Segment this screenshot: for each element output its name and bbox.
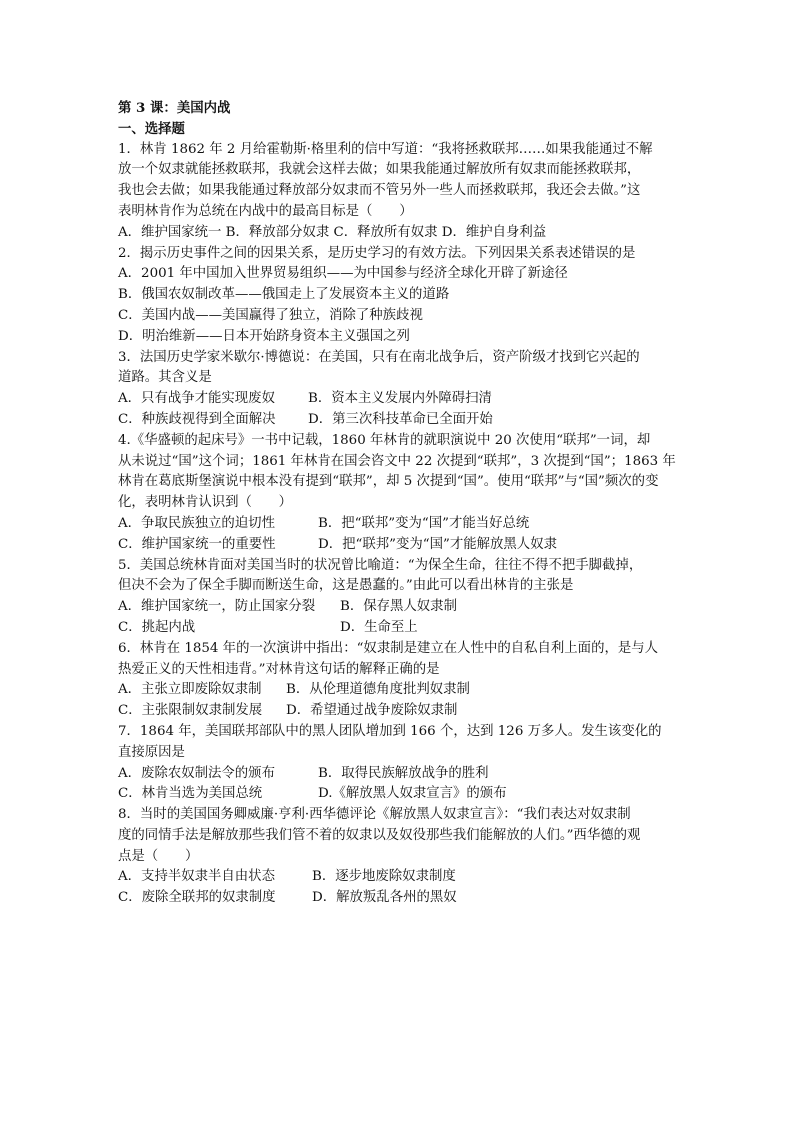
question-4 bbox=[118, 431, 678, 556]
option-row bbox=[118, 597, 678, 618]
question-stem-line: 放一个奴隶就能拯救联邦，我就会这样去做；如果我能通过解放所有奴隶而能拯救联邦， bbox=[118, 162, 641, 178]
question-stem-line: 从未说过“国”这个词；1861 年林肯在国会咨文中 22 次提到“联邦”，3 次提到“国”；1863 年 bbox=[118, 453, 676, 469]
question-options-line: A．维护国家统一 B．释放部分奴隶 C．释放所有奴隶 D．维护自身利益 bbox=[118, 224, 547, 240]
option-row bbox=[118, 618, 678, 639]
option-c: C．美国内战——美国赢得了独立，消除了种族歧视 bbox=[118, 307, 423, 323]
question-stem-line: 我也会去做；如果我能通过释放部分奴隶而不管另外一些人而拯救联邦，我还会去做。”这 bbox=[118, 183, 641, 199]
question-stem-line: 4.《华盛顿的起床号》一书中记载，1860 年林肯的就职演说中 20 次使用“联邦”一词，却 bbox=[118, 432, 651, 448]
option-c: C．挑起内战 bbox=[118, 619, 196, 635]
option-row bbox=[118, 701, 678, 722]
document-page bbox=[118, 98, 678, 909]
question-stem-line: 2．揭示历史事件之间的因果关系，是历史学习的有效方法。下列因果关系表述错误的是 bbox=[118, 245, 636, 261]
option-c: C．林肯当选为美国总统 bbox=[118, 786, 263, 802]
option-row bbox=[118, 535, 678, 556]
question-5 bbox=[118, 556, 678, 639]
option-row bbox=[118, 867, 678, 888]
question-stem-line: 1．林肯 1862 年 2 月给霍勒斯·格里利的信中写道：“我将拯救联邦……如果我能通过不解 bbox=[118, 141, 653, 157]
option-b: B．逐步地废除奴隶制度 bbox=[312, 869, 456, 885]
option-b: B．保存黑人奴隶制 bbox=[340, 599, 457, 615]
option-row bbox=[118, 680, 678, 701]
option-row bbox=[118, 764, 678, 785]
question-stem-line: 道路。其含义是 bbox=[118, 370, 212, 386]
option-c: C．主张限制奴隶制发展 bbox=[118, 703, 263, 719]
question-stem-line: 3．法国历史学家米歇尔·博德说：在美国，只有在南北战争后，资产阶级才找到它兴起的 bbox=[118, 349, 640, 365]
question-8 bbox=[118, 805, 678, 909]
option-d: D．希望通过战争废除奴隶制 bbox=[286, 703, 458, 719]
option-row bbox=[118, 888, 678, 909]
question-stem-line: 但决不会为了保全手脚而断送生命，这是愚蠢的。”由此可以看出林肯的主张是 bbox=[118, 578, 574, 594]
question-6 bbox=[118, 639, 678, 722]
question-stem-line: 7．1864 年，美国联邦部队中的黑人团队增加到 166 个，达到 126 万多人。发生该变化的 bbox=[118, 723, 662, 739]
question-stem-line: 化，表明林肯认识到（ ） bbox=[118, 495, 293, 511]
question-stem-line: 6．林肯在 1854 年的一次演讲中指出：“奴隶制是建立在人性中的自私自利上面的，是与人 bbox=[118, 640, 659, 656]
question-stem-line: 热爱正义的天性相违背。”对林肯这句话的解释正确的是 bbox=[118, 661, 440, 677]
option-d: D．把“联邦”变为“国”才能解放黑人奴隶 bbox=[318, 536, 557, 552]
option-c: C．种族歧视得到全面解决 bbox=[118, 411, 276, 427]
lesson-title: 第 3 课：美国内战 bbox=[118, 100, 231, 116]
option-c: C．废除全联邦的奴隶制度 bbox=[118, 890, 276, 906]
option-row bbox=[118, 410, 678, 431]
option-b: B．把“联邦”变为“国”才能当好总统 bbox=[318, 515, 530, 531]
option-d: D．解放叛乱各州的黑奴 bbox=[312, 890, 457, 906]
question-stem-line: 直接原因是 bbox=[118, 744, 185, 760]
question-stem-line: 表明林肯作为总统在内战中的最高目标是（ ） bbox=[118, 203, 413, 219]
question-7 bbox=[118, 722, 678, 805]
question-2 bbox=[118, 244, 678, 348]
option-c: C．维护国家统一的重要性 bbox=[118, 536, 276, 552]
question-1 bbox=[118, 140, 678, 244]
option-a: A．维护国家统一，防止国家分裂 bbox=[118, 599, 316, 615]
option-row bbox=[118, 784, 678, 805]
option-d: D．明治维新——日本开始跻身资本主义强国之列 bbox=[118, 328, 410, 344]
question-stem-line: 林肯在葛底斯堡演说中根本没有提到“联邦”，却 5 次提到“国”。使用“联邦”与“国”频次的变 bbox=[118, 474, 659, 490]
question-3 bbox=[118, 348, 678, 431]
question-stem-line: 8．当时的美国国务卿威廉·亨利·西华德评论《解放黑人奴隶宣言》：“我们表达对奴隶制 bbox=[118, 807, 631, 823]
option-b: B．从伦理道德角度批判奴隶制 bbox=[286, 682, 470, 698]
question-stem-line: 度的同情手法是解放那些我们管不着的奴隶以及奴役那些我们能解放的人们。”西华德的观 bbox=[118, 827, 641, 843]
option-a: A．2001 年中国加入世界贸易组织——为中国参与经济全球化开辟了新途径 bbox=[118, 266, 568, 282]
option-d: D．生命至上 bbox=[340, 619, 418, 635]
option-row bbox=[118, 389, 678, 410]
option-d: D．第三次科技革命已全面开始 bbox=[308, 411, 493, 427]
option-b: B．资本主义发展内外障碍扫清 bbox=[308, 391, 492, 407]
option-b: B．取得民族解放战争的胜利 bbox=[318, 765, 489, 781]
option-b: B．俄国农奴制改革——俄国走上了发展资本主义的道路 bbox=[118, 287, 450, 303]
question-stem-line: 5．美国总统林肯面对美国当时的状况曾比喻道：“为保全生命，往往不得不把手脚截掉， bbox=[118, 557, 643, 573]
option-a: A．只有战争才能实现废奴 bbox=[118, 391, 275, 407]
option-a: A．主张立即废除奴隶制 bbox=[118, 682, 262, 698]
option-a: A．废除农奴制法令的颁布 bbox=[118, 765, 275, 781]
option-a: A．争取民族独立的迫切性 bbox=[118, 515, 275, 531]
option-a: A．支持半奴隶半自由状态 bbox=[118, 869, 275, 885]
option-row bbox=[118, 514, 678, 535]
option-d: D.《解放黑人奴隶宣言》的颁布 bbox=[318, 786, 507, 802]
section-heading: 一、选择题 bbox=[118, 120, 185, 137]
question-stem-line: 点是（ ） bbox=[118, 848, 199, 864]
